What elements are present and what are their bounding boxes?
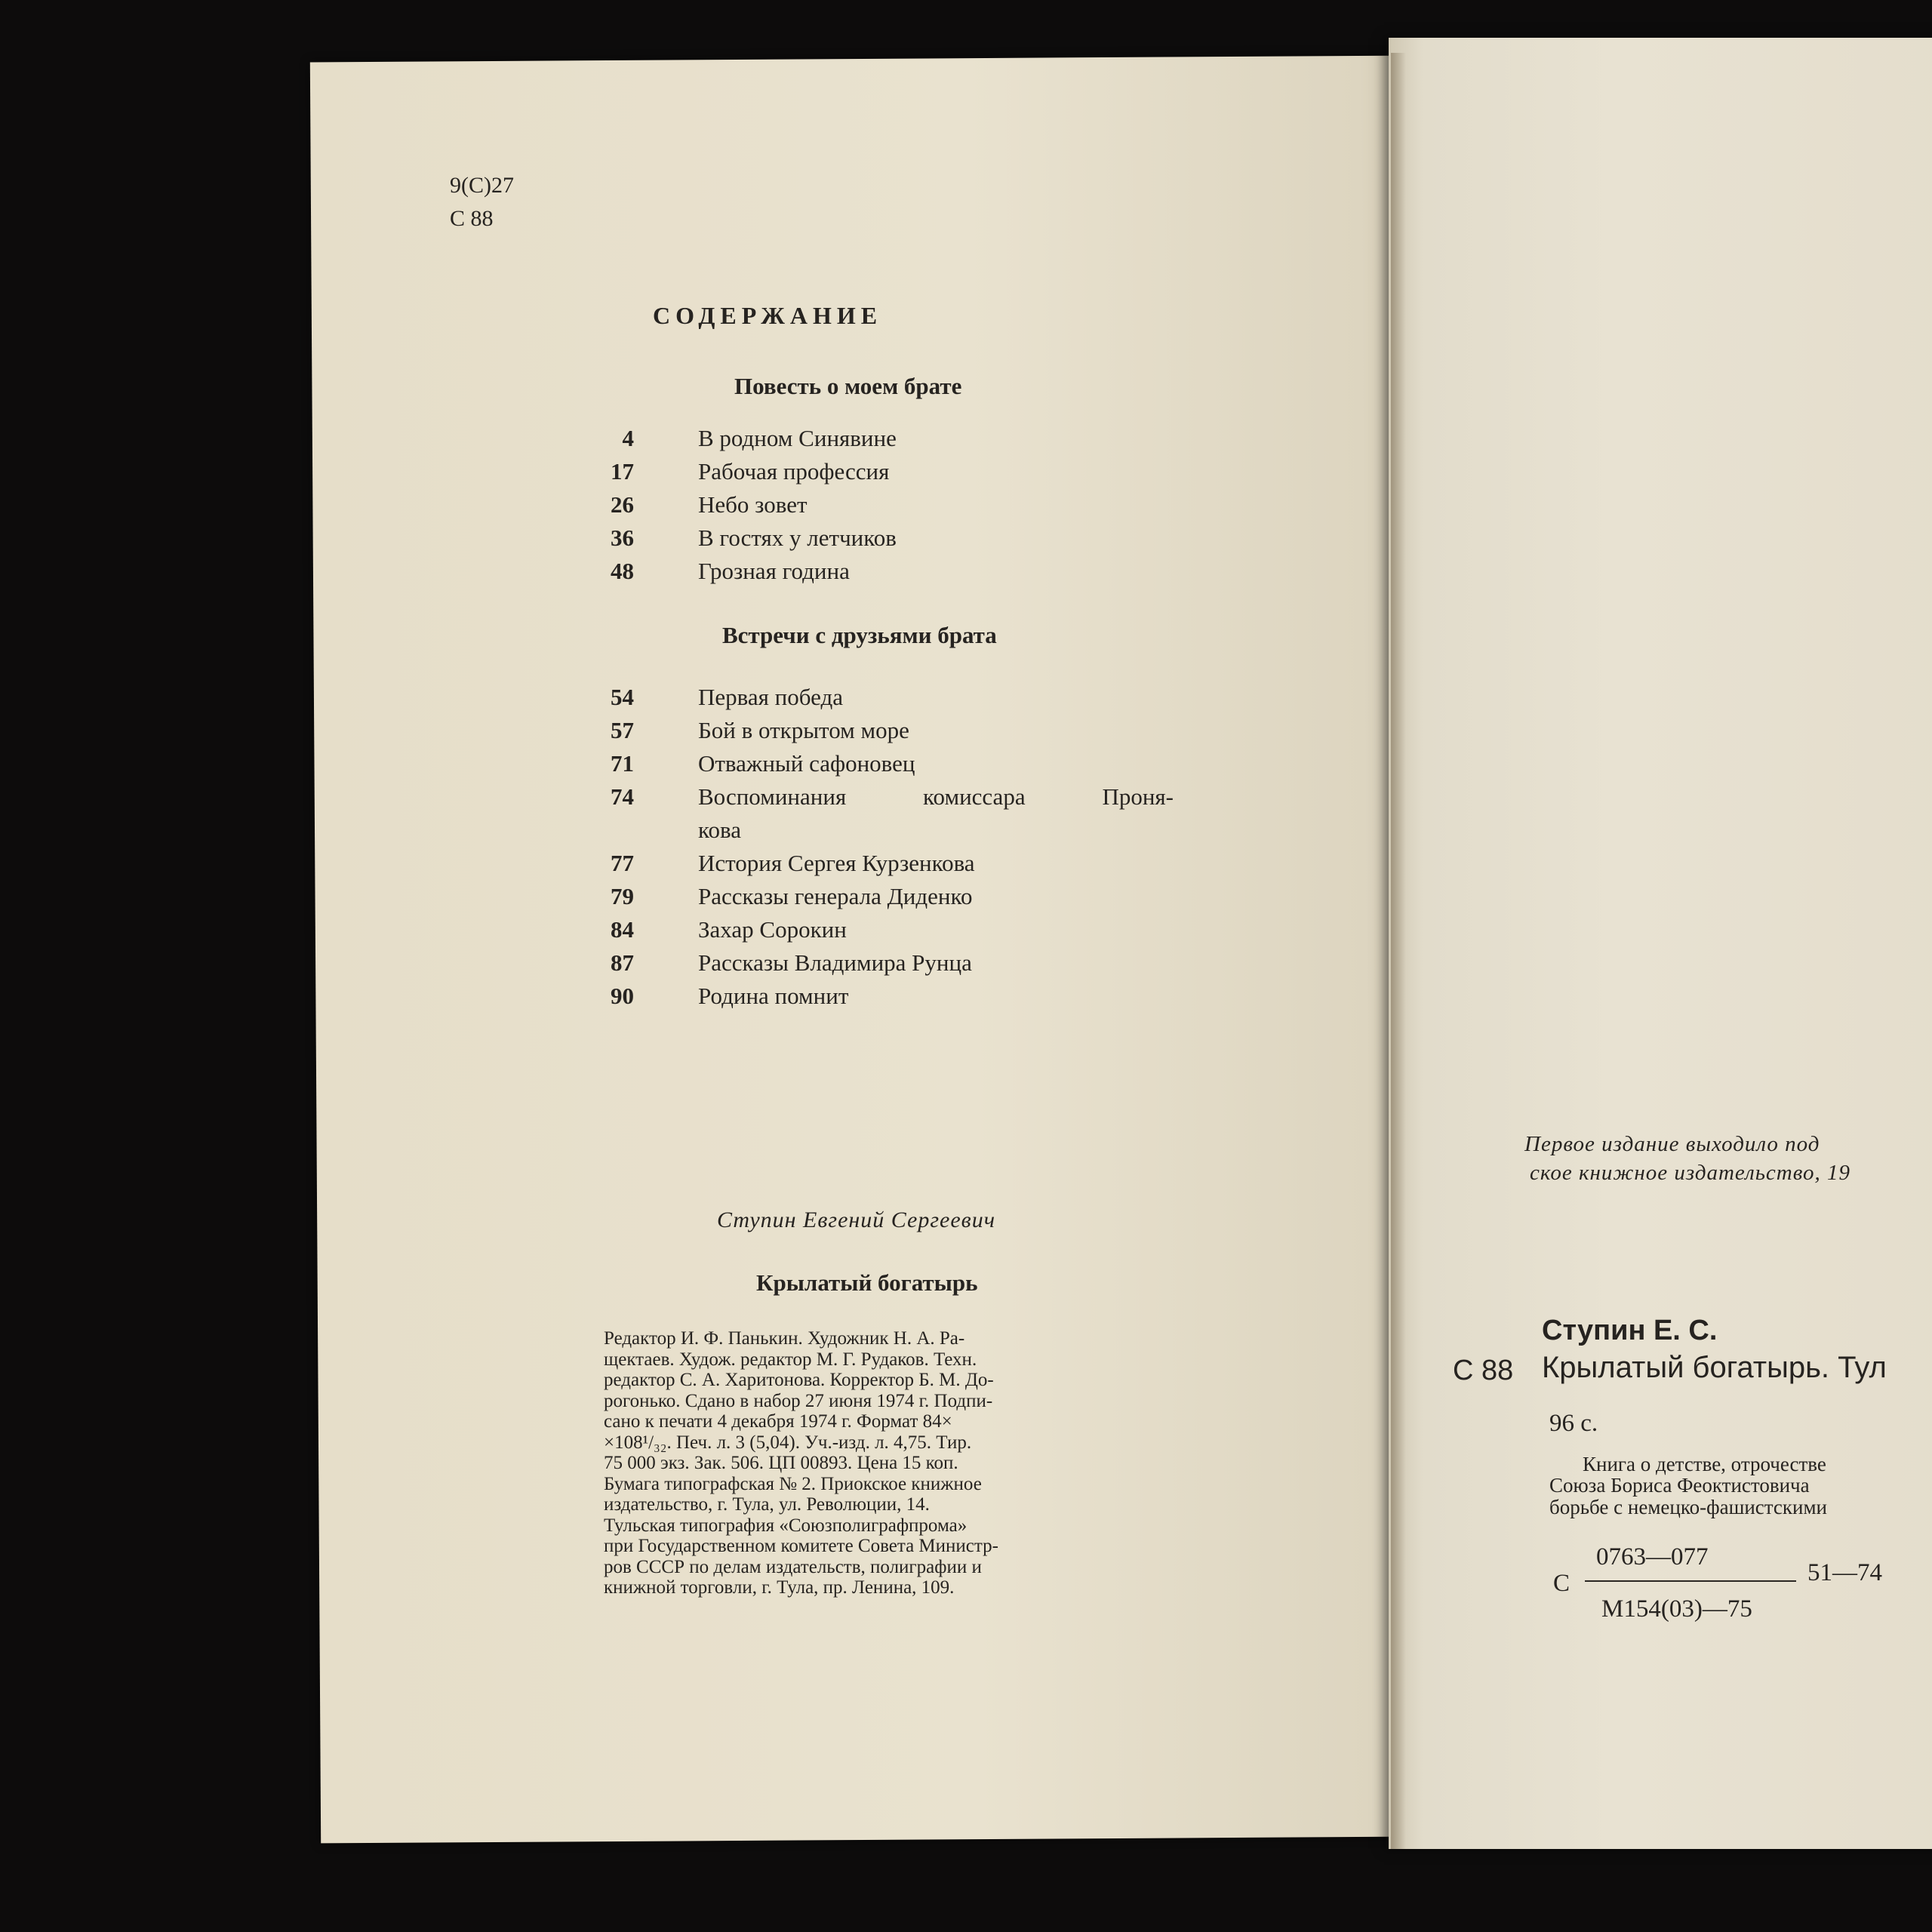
index-suffix: 51—74: [1807, 1559, 1882, 1586]
card-pages: 96 с.: [1549, 1410, 1598, 1437]
index-numerator: 0763—077: [1596, 1543, 1709, 1571]
first-edition-note-line: ское книжное издательство, 19: [1530, 1161, 1850, 1185]
toc-entry-title: кова: [698, 817, 741, 843]
toc-entry-title: Рассказы Владимира Рунца: [698, 949, 972, 976]
imprint-line: ×108¹/₃₂. Печ. л. 3 (5,04). Уч.-изд. л. 4,75. Тир.: [604, 1432, 972, 1453]
toc-page-number: 84: [611, 916, 634, 943]
toc-entry-title: Грозная година: [698, 558, 850, 584]
toc-entry: [596, 425, 1170, 458]
imprint-line: Тульская типография «Союзполиграфпрома»: [604, 1515, 968, 1536]
toc-entry-title: Бой в открытом море: [698, 717, 909, 743]
toc-page-number: 36: [611, 525, 634, 551]
first-edition-note-line: Первое издание выходило под: [1524, 1132, 1820, 1156]
book-title: Крылатый богатырь: [756, 1269, 978, 1296]
toc-entry: [596, 684, 1170, 717]
toc-entry-continuation: [596, 817, 1170, 850]
toc-page-number: 57: [611, 717, 634, 743]
toc-page-number: 54: [611, 684, 634, 710]
toc-part1: [596, 425, 1170, 591]
imprint-block: [604, 1328, 1177, 1598]
toc-page-number: 77: [611, 850, 634, 876]
classification-author-mark: С 88: [450, 206, 494, 231]
toc-entry: [596, 717, 1170, 750]
annotation-line: борьбе с немецко-фашистскими: [1549, 1496, 1828, 1518]
toc-entry-title: Первая победа: [698, 684, 843, 710]
toc-entry-title: Воспоминания комиссара Проня-: [698, 783, 1174, 810]
imprint-line: сано к печати 4 декабря 1974 г. Формат 84×: [604, 1411, 952, 1432]
toc-page-number: 79: [611, 883, 634, 909]
toc-page-number: 48: [611, 558, 634, 584]
toc-entry-title: Отважный сафоновец: [698, 750, 915, 777]
toc-entry-title: В родном Синявине: [698, 425, 897, 451]
toc-entry: [596, 558, 1170, 591]
toc-page-number: 17: [611, 458, 634, 485]
part1-title: Повесть о моем брате: [734, 373, 962, 399]
part2-title: Встречи с друзьями брата: [722, 622, 997, 648]
toc-page-number: 87: [611, 949, 634, 976]
toc-entry: [596, 491, 1170, 525]
card-code: С 88: [1453, 1355, 1514, 1386]
card-author: Ступин Е. С.: [1542, 1315, 1718, 1346]
imprint-line: ров СССР по делам издательств, полиграфии и: [604, 1556, 982, 1577]
author-name: Ступин Евгений Сергеевич: [717, 1208, 995, 1232]
toc-entry-title: Родина помнит: [698, 983, 849, 1009]
index-denominator: М154(03)—75: [1601, 1595, 1752, 1623]
imprint-line: при Государственном комитете Совета Министр-: [604, 1536, 998, 1556]
imprint-line: 75 000 экз. Зак. 506. ЦП 00893. Цена 15 коп.: [604, 1453, 958, 1473]
imprint-line: рогонько. Сдано в набор 27 июня 1974 г. Подпи-: [604, 1390, 993, 1411]
contents-heading: СОДЕРЖАНИЕ: [653, 302, 883, 329]
imprint-line: Редактор И. Ф. Панькин. Художник Н. А. Ра-: [604, 1328, 965, 1349]
toc-page-number: 26: [611, 491, 634, 518]
card-title: Крылатый богатырь. Тул: [1542, 1351, 1887, 1384]
annotation-line: Союза Бориса Феоктистовича: [1549, 1474, 1810, 1497]
imprint-line: книжной торговли, г. Тула, пр. Ленина, 109.: [604, 1577, 955, 1598]
toc-entry: [596, 458, 1170, 491]
toc-entry-title: Рабочая профессия: [698, 458, 890, 485]
annotation-line: Книга о детстве, отрочестве: [1583, 1453, 1826, 1475]
toc-entry: [596, 525, 1170, 558]
toc-entry: [596, 949, 1170, 983]
imprint-line: редактор С. А. Харитонова. Корректор Б. М. До-: [604, 1370, 994, 1390]
toc-entry: [596, 916, 1170, 949]
toc-entry: [596, 783, 1174, 817]
index-prefix: С: [1553, 1570, 1571, 1597]
toc-entry-title: Небо зовет: [698, 491, 808, 518]
book-spine: [1391, 53, 1406, 1849]
index-fraction-line: [1585, 1580, 1796, 1582]
toc-page-number: 74: [611, 783, 634, 810]
classification-code: 9(С)27: [450, 173, 514, 198]
toc-page-number: 71: [611, 750, 634, 777]
toc-entry-title: Рассказы генерала Диденко: [698, 883, 973, 909]
toc-entry: [596, 750, 1170, 783]
toc-entry-title: История Сергея Курзенкова: [698, 850, 975, 876]
imprint-line: издательство, г. Тула, ул. Революции, 14.: [604, 1494, 930, 1515]
toc-entry-title: Захар Сорокин: [698, 916, 847, 943]
toc-entry: [596, 850, 1170, 883]
toc-entry: [596, 883, 1170, 916]
imprint-line: Бумага типографская № 2. Приокское книжное: [604, 1473, 982, 1494]
toc-entry-title: В гостях у летчиков: [698, 525, 897, 551]
toc-page-number: 90: [611, 983, 634, 1009]
imprint-line: щектаев. Худож. редактор М. Г. Рудаков. Техн.: [604, 1349, 977, 1370]
toc-entry: [596, 983, 1170, 1016]
toc-page-number: 4: [622, 425, 634, 451]
toc-part2: [596, 684, 1174, 1016]
